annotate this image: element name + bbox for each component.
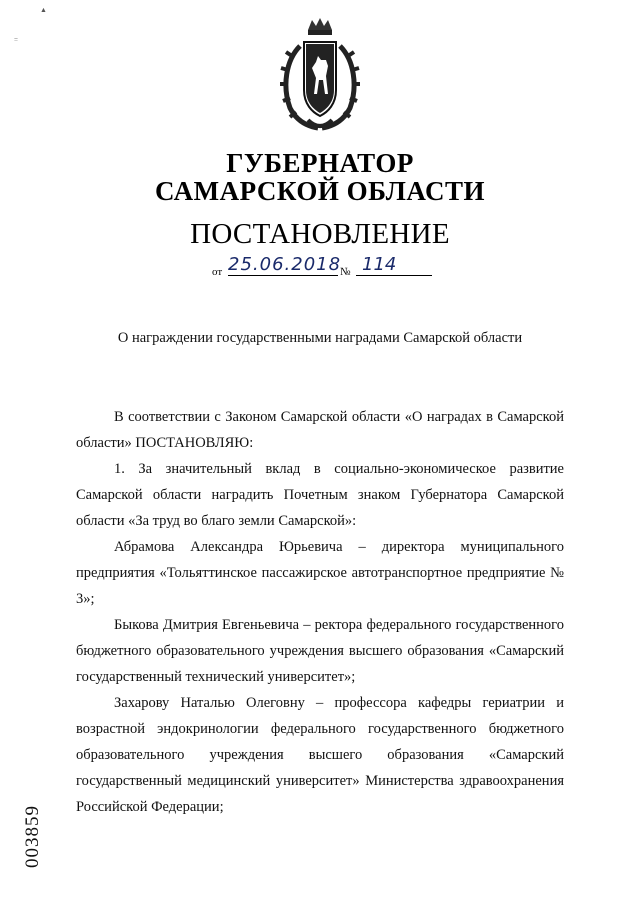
date-label: от: [212, 266, 223, 278]
date-number-line: [212, 254, 432, 284]
document-type: ПОСТАНОВЛЕНИЕ: [190, 218, 450, 250]
issuer-title-line2: САМАРСКОЙ ОБЛАСТИ: [154, 176, 486, 206]
document-body: [76, 404, 564, 820]
samara-coat-of-arms-icon: [272, 16, 368, 136]
serial-number-text: 003859: [22, 805, 43, 868]
scan-mark: =: [14, 36, 18, 44]
number-label: №: [340, 266, 351, 278]
body-paragraph: 1. За значительный вклад в социально-экономическое развитие Самарской области наградить Почетным знаком Губернатора Самарской области «За труд во благо земли Самарской»:: [76, 461, 564, 529]
serial-number: [18, 780, 58, 870]
issuer-title-line1: ГУБЕРНАТОР: [226, 148, 414, 178]
handwritten-number: 114: [356, 254, 432, 276]
body-paragraph: В соответствии с Законом Самарской области «О наградах в Самарской области» ПОСТАНОВЛЯЮ:: [76, 409, 564, 451]
body-paragraph: Быкова Дмитрия Евгеньевича – ректора федерального государственного бюджетного образовательного учреждения высшего образования «Самарский государственный технический университет»;: [76, 617, 564, 685]
document-subject: О награждении государственными наградами Самарской области: [117, 330, 523, 346]
scan-mark: ▲: [40, 6, 47, 14]
handwritten-date: 25.06.2018: [228, 254, 342, 275]
body-paragraph: Абрамова Александра Юрьевича – директора муниципального предприятия «Тольяттинское пассажирское автотранспортное предприятие № 3»;: [76, 539, 564, 607]
body-paragraph: Захарову Наталью Олеговну – профессора кафедры гериатрии и возрастной эндокринологии федерального государственного бюджетного образовательного учреждения высшего образования «Самарский государственный медицинский университет» Министерства здравоохранения Российской Федерации;: [76, 695, 564, 815]
